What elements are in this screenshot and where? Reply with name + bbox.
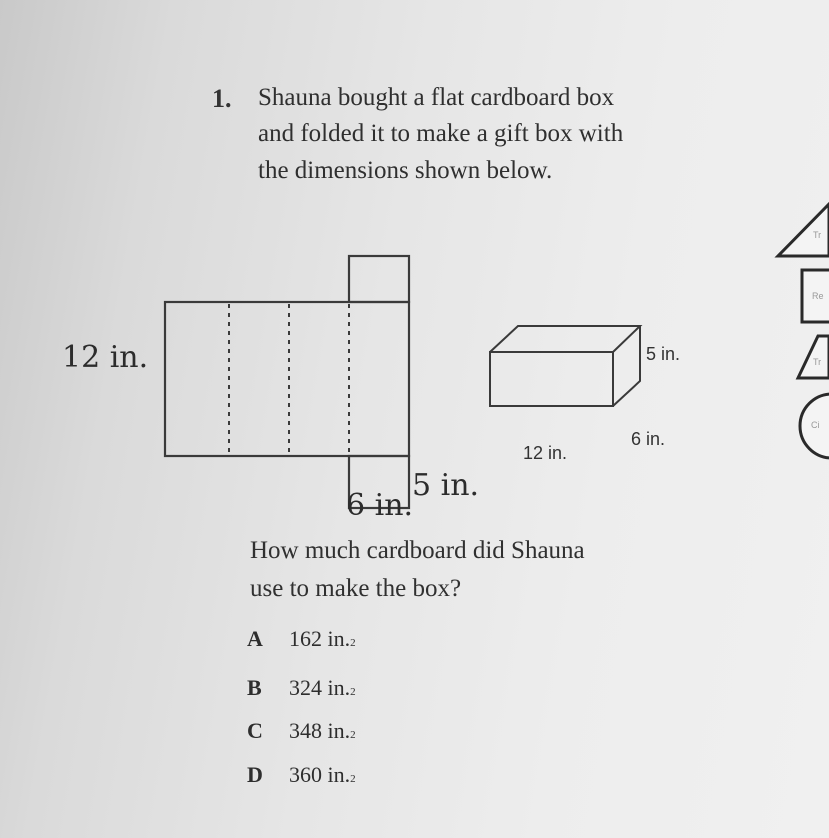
side-triangle-shape xyxy=(778,204,829,256)
side-circle-label: Ci xyxy=(811,420,820,430)
net-fold-lines xyxy=(229,302,407,456)
question-text-line-1: Shauna bought a flat cardboard box xyxy=(258,84,615,111)
side-trapezoid-label: Tr xyxy=(813,357,822,367)
net-depth-label: 5 in. xyxy=(412,468,480,503)
choice-value: 162 in. xyxy=(289,626,351,651)
choice-a[interactable] xyxy=(247,626,356,652)
choice-letter: A xyxy=(247,626,263,651)
choice-b[interactable] xyxy=(247,675,356,701)
choice-value: 348 in. xyxy=(289,718,351,743)
side-triangle-label: Tr xyxy=(813,230,822,240)
choice-exponent: 2 xyxy=(350,773,356,785)
choice-value: 324 in. xyxy=(289,675,351,700)
choice-exponent: 2 xyxy=(350,637,356,649)
choice-d[interactable] xyxy=(247,762,356,788)
net-main-strip xyxy=(165,302,409,456)
box-length-label: 12 in. xyxy=(523,443,568,463)
net-top-flap xyxy=(349,256,409,302)
choice-c[interactable] xyxy=(247,718,356,744)
net-width-label: 6 in. xyxy=(346,488,414,523)
choice-letter: D xyxy=(247,762,263,787)
choice-exponent: 2 xyxy=(350,729,356,741)
net-height-label: 12 in. xyxy=(62,340,149,375)
prompt-line-2: use to make the box? xyxy=(250,575,462,602)
choice-letter: C xyxy=(247,718,263,743)
question-text-line-3: the dimensions shown below. xyxy=(258,157,553,184)
choice-exponent: 2 xyxy=(350,686,356,698)
box-depth-label: 6 in. xyxy=(631,429,666,449)
prompt-line-1: How much cardboard did Shauna xyxy=(250,537,585,564)
question-number: 1. xyxy=(212,84,232,113)
choice-letter: B xyxy=(247,675,262,700)
rectangular-prism xyxy=(490,326,640,406)
choice-value: 360 in. xyxy=(289,762,351,787)
box-height-label: 5 in. xyxy=(646,344,681,364)
side-rectangle-label: Re xyxy=(812,291,824,301)
question-text-line-2: and folded it to make a gift box with xyxy=(258,120,624,147)
